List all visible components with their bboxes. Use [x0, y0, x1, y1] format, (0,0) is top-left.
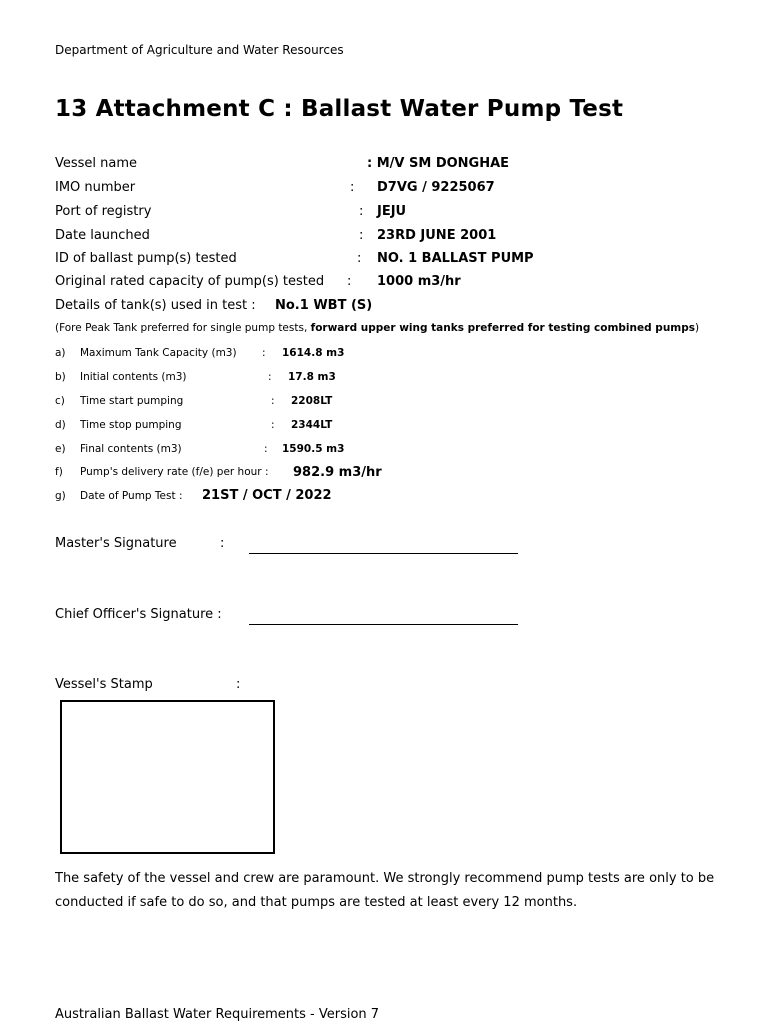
item-letter: c)	[55, 395, 65, 407]
item-letter: e)	[55, 443, 66, 455]
port-of-registry-label: Port of registry	[55, 204, 152, 219]
item-label: Time start pumping	[80, 395, 184, 407]
date-launched-label: Date launched	[55, 228, 150, 243]
imo-number-label: IMO number	[55, 180, 136, 195]
tanks-label: Details of tank(s) used in test :	[55, 298, 256, 313]
vessel-stamp-label: Vessel's Stamp	[55, 677, 153, 692]
item-colon: :	[262, 347, 266, 359]
item-label: Pump's delivery rate (f/e) per hour :	[80, 466, 269, 478]
item-letter: f)	[55, 466, 63, 478]
footer: Australian Ballast Water Requirements - Version 7	[55, 1007, 380, 1022]
item-letter: g)	[55, 490, 66, 502]
pump-id-colon: :	[357, 251, 362, 266]
item-colon: :	[271, 395, 275, 407]
vessel-stamp-colon: :	[236, 677, 241, 692]
item-letter: a)	[55, 347, 66, 359]
item-value: 1590.5 m3	[282, 443, 345, 455]
rated-capacity-label: Original rated capacity of pump(s) tested	[55, 274, 325, 289]
note-suffix: )	[695, 322, 700, 334]
date-launched-colon: :	[359, 228, 364, 243]
chief-officer-signature-line	[249, 624, 518, 625]
port-of-registry-value: JEJU	[377, 204, 407, 219]
item-colon: :	[271, 419, 275, 431]
item-label: Final contents (m3)	[80, 443, 182, 455]
item-value: 17.8 m3	[288, 371, 336, 383]
vessel-stamp-box	[60, 700, 275, 854]
note-bold: forward upper wing tanks preferred for testing combined pumps	[310, 322, 695, 334]
rated-capacity-colon: :	[347, 274, 352, 289]
item-label: Initial contents (m3)	[80, 371, 187, 383]
safety-paragraph: The safety of the vessel and crew are paramount. We strongly recommend pump tests are only to be conducted if safe to do so, and that pumps are tested at least every 12 months.	[55, 871, 715, 910]
pump-id-value: NO. 1 BALLAST PUMP	[377, 251, 534, 266]
item-label: Maximum Tank Capacity (m3)	[80, 347, 237, 359]
item-label: Time stop pumping	[80, 419, 182, 431]
master-signature-colon: :	[220, 536, 225, 551]
item-label: Date of Pump Test :	[80, 490, 183, 502]
pump-id-label: ID of ballast pump(s) tested	[55, 251, 237, 266]
item-value: 2208LT	[291, 395, 333, 407]
item-colon: :	[268, 371, 272, 383]
imo-number-colon: :	[350, 180, 355, 195]
tanks-value: No.1 WBT (S)	[275, 298, 373, 313]
tank-preference-note	[55, 322, 699, 334]
vessel-name-value: : M/V SM DONGHAE	[367, 156, 510, 171]
item-colon: :	[264, 443, 268, 455]
rated-capacity-value: 1000 m3/hr	[377, 274, 461, 289]
item-value: 21ST / OCT / 2022	[202, 488, 332, 503]
port-of-registry-colon: :	[359, 204, 364, 219]
department-header: Department of Agriculture and Water Resources	[55, 43, 344, 57]
date-launched-value: 23RD JUNE 2001	[377, 228, 497, 243]
master-signature-label: Master's Signature	[55, 536, 177, 551]
imo-number-value: D7VG / 9225067	[377, 180, 495, 195]
note-prefix: (Fore Peak Tank preferred for single pump tests,	[55, 322, 311, 334]
item-letter: b)	[55, 371, 66, 383]
chief-officer-signature-label: Chief Officer's Signature :	[55, 607, 222, 622]
item-letter: d)	[55, 419, 66, 431]
item-value: 1614.8 m3	[282, 347, 345, 359]
page-title: 13 Attachment C : Ballast Water Pump Test	[55, 96, 624, 122]
item-value: 2344LT	[291, 419, 333, 431]
vessel-name-label: Vessel name	[55, 156, 138, 171]
item-value: 982.9 m3/hr	[293, 465, 382, 480]
master-signature-line	[249, 553, 518, 554]
